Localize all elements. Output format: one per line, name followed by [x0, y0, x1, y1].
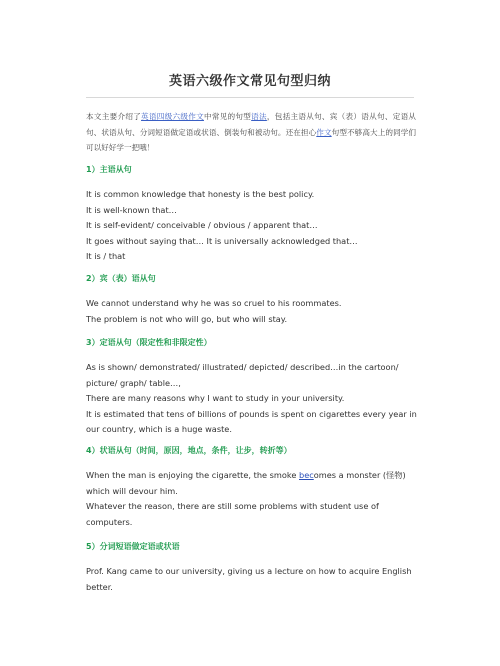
intro-text-1: 本文主要介绍了 — [86, 112, 142, 121]
example-line: Whatever the reason, there are still some problems with student use of — [86, 501, 379, 512]
section-object-clause — [86, 273, 420, 327]
section-heading: 3）定语从句（限定性和非限定性） — [86, 338, 212, 347]
section-subject-clause — [86, 164, 420, 265]
example-line: It is common knowledge that honesty is the best policy. — [86, 189, 315, 199]
example-text: omes a monster (怪物) — [313, 470, 406, 480]
example-line: It goes without saying that… It is universally acknowledged that… — [86, 235, 358, 246]
intro-link-grammar[interactable]: 语法 — [251, 112, 267, 121]
section-heading: 4）状语从句（时间，原因，地点，条件，让步，转折等） — [86, 446, 292, 455]
example-line: The problem is not who will go, but who will stay. — [86, 313, 288, 324]
section-heading: 5）分词短语做定语或状语 — [86, 542, 180, 551]
section-heading: 1）主语从句 — [86, 165, 132, 174]
inline-link-becomes[interactable]: bec — [299, 470, 314, 480]
example-line: It is estimated that tens of billions of pounds is spent on cigarettes every year in — [86, 408, 417, 419]
page-title: 英语六级作文常见句型归纳 — [168, 74, 331, 89]
intro-text-3: ，包括主语从句、宾（表）语从句、定语从句、状语从句、分词短语做定语或状语、倒装句和被动句。还在担心 — [86, 112, 417, 137]
example-line: We cannot understand why he was so cruel to his roommates. — [86, 298, 342, 308]
section-heading: 2）宾（表）语从句 — [86, 274, 156, 283]
intro-text-2: 中常见的句型 — [203, 112, 252, 121]
example-line: better. — [86, 581, 113, 592]
example-line: It is well-known that… — [86, 204, 177, 215]
title-divider — [86, 97, 414, 98]
example-line: Prof. Kang came to our university, giving us a lecture on how to acquire English — [86, 566, 412, 576]
example-line: There are many reasons why I want to study in your university. — [86, 393, 345, 404]
example-line: It is self-evident/ conceivable / obvious / apparent that… — [86, 220, 318, 231]
example-text: When the man is enjoying the cigarette, the smoke — [86, 470, 299, 480]
example-line: picture/ graph/ table…, — [86, 377, 181, 388]
intro-paragraph — [86, 109, 416, 156]
intro-link-cet-essay[interactable]: 英语四级六级作文 — [141, 112, 204, 121]
section-adverbial-clause — [86, 445, 420, 530]
section-participle-phrase — [86, 541, 420, 595]
intro-link-essay[interactable]: 作文 — [316, 127, 332, 137]
intro-text-4: 句型不够高大上的同学们可以好好学一把哦！ — [86, 127, 417, 152]
example-line: It is / that — [86, 251, 126, 262]
example-line: As is shown/ demonstrated/ illustrated/ depicted/ described…in the cartoon/ — [86, 362, 399, 372]
example-line: which will devour him. — [86, 485, 178, 496]
example-line — [86, 468, 420, 484]
section-attributive-clause — [86, 337, 420, 438]
example-line: computers. — [86, 516, 133, 527]
example-line: our country, which is a huge waste. — [86, 424, 232, 435]
